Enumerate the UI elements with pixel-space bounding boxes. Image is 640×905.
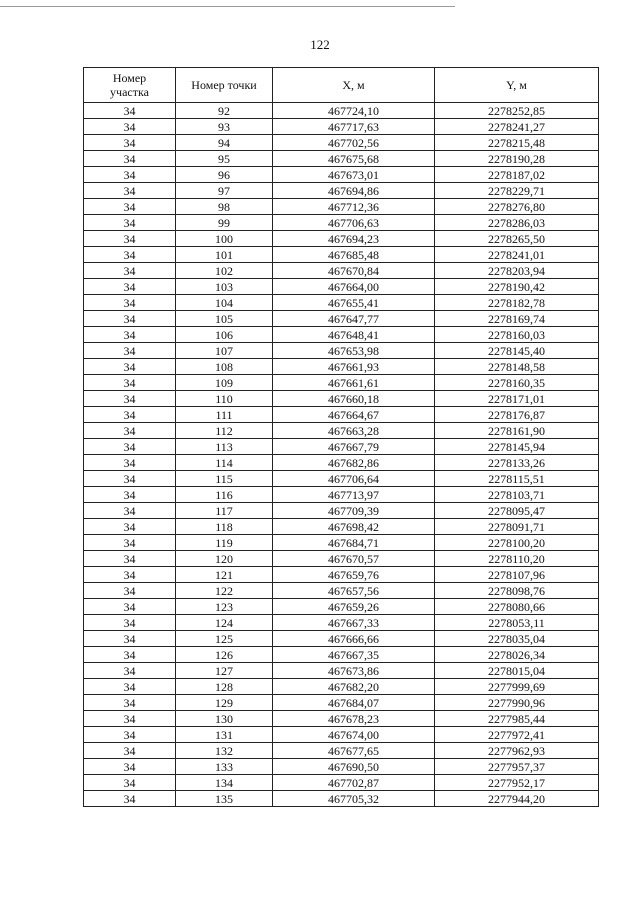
cell-y: 2278176,87	[435, 407, 599, 423]
cell-plot-number: 34	[84, 647, 176, 663]
table-row	[84, 455, 599, 471]
cell-point-number: 125	[176, 631, 273, 647]
cell-y: 2277985,44	[435, 711, 599, 727]
cell-y: 2278015,04	[435, 663, 599, 679]
cell-y: 2277962,93	[435, 743, 599, 759]
cell-plot-number: 34	[84, 215, 176, 231]
table-row	[84, 535, 599, 551]
cell-plot-number: 34	[84, 759, 176, 775]
table-row	[84, 663, 599, 679]
table-row	[84, 343, 599, 359]
table-row	[84, 103, 599, 119]
cell-point-number: 114	[176, 455, 273, 471]
cell-point-number: 110	[176, 391, 273, 407]
cell-plot-number: 34	[84, 327, 176, 343]
table-row	[84, 631, 599, 647]
table-row	[84, 295, 599, 311]
table-row	[84, 391, 599, 407]
cell-y: 2278276,80	[435, 199, 599, 215]
cell-point-number: 135	[176, 791, 273, 807]
cell-plot-number: 34	[84, 263, 176, 279]
cell-y: 2278252,85	[435, 103, 599, 119]
cell-y: 2278169,74	[435, 311, 599, 327]
cell-point-number: 106	[176, 327, 273, 343]
cell-plot-number: 34	[84, 135, 176, 151]
cell-point-number: 126	[176, 647, 273, 663]
table-row	[84, 279, 599, 295]
cell-y: 2278161,90	[435, 423, 599, 439]
cell-x: 467702,56	[273, 135, 435, 151]
cell-x: 467666,66	[273, 631, 435, 647]
cell-y: 2278190,28	[435, 151, 599, 167]
top-rule	[0, 6, 455, 7]
cell-point-number: 124	[176, 615, 273, 631]
cell-y: 2278229,71	[435, 183, 599, 199]
cell-point-number: 123	[176, 599, 273, 615]
cell-point-number: 115	[176, 471, 273, 487]
cell-y: 2278091,71	[435, 519, 599, 535]
cell-y: 2277999,69	[435, 679, 599, 695]
table-row	[84, 407, 599, 423]
cell-y: 2278160,35	[435, 375, 599, 391]
cell-y: 2278265,50	[435, 231, 599, 247]
cell-plot-number: 34	[84, 727, 176, 743]
cell-point-number: 117	[176, 503, 273, 519]
cell-x: 467712,36	[273, 199, 435, 215]
table-row	[84, 727, 599, 743]
cell-plot-number: 34	[84, 791, 176, 807]
cell-x: 467667,79	[273, 439, 435, 455]
table-body	[84, 103, 599, 807]
cell-y: 2278095,47	[435, 503, 599, 519]
cell-y: 2278160,03	[435, 327, 599, 343]
cell-plot-number: 34	[84, 167, 176, 183]
cell-point-number: 100	[176, 231, 273, 247]
cell-x: 467682,86	[273, 455, 435, 471]
table-row	[84, 567, 599, 583]
cell-point-number: 133	[176, 759, 273, 775]
table-row	[84, 679, 599, 695]
cell-plot-number: 34	[84, 247, 176, 263]
header-plot-line1: Номер	[112, 71, 147, 85]
table-row	[84, 327, 599, 343]
cell-plot-number: 34	[84, 311, 176, 327]
cell-point-number: 119	[176, 535, 273, 551]
cell-y: 2278148,58	[435, 359, 599, 375]
cell-x: 467670,84	[273, 263, 435, 279]
cell-x: 467694,23	[273, 231, 435, 247]
table-header	[84, 68, 599, 103]
table-row	[84, 311, 599, 327]
table-row	[84, 199, 599, 215]
cell-point-number: 108	[176, 359, 273, 375]
cell-plot-number: 34	[84, 455, 176, 471]
cell-x: 467717,63	[273, 119, 435, 135]
cell-point-number: 97	[176, 183, 273, 199]
cell-plot-number: 34	[84, 343, 176, 359]
cell-x: 467663,28	[273, 423, 435, 439]
cell-y: 2278171,01	[435, 391, 599, 407]
table-row	[84, 439, 599, 455]
cell-plot-number: 34	[84, 375, 176, 391]
header-row	[84, 68, 599, 103]
cell-x: 467647,77	[273, 311, 435, 327]
cell-plot-number: 34	[84, 199, 176, 215]
table-row	[84, 135, 599, 151]
cell-y: 2278107,96	[435, 567, 599, 583]
cell-y: 2278133,26	[435, 455, 599, 471]
cell-point-number: 131	[176, 727, 273, 743]
table-row	[84, 711, 599, 727]
table-row	[84, 615, 599, 631]
cell-plot-number: 34	[84, 487, 176, 503]
cell-plot-number: 34	[84, 471, 176, 487]
cell-x: 467705,32	[273, 791, 435, 807]
cell-x: 467664,67	[273, 407, 435, 423]
table-row	[84, 359, 599, 375]
cell-x: 467659,26	[273, 599, 435, 615]
table-row	[84, 151, 599, 167]
cell-x: 467673,01	[273, 167, 435, 183]
cell-plot-number: 34	[84, 711, 176, 727]
cell-point-number: 118	[176, 519, 273, 535]
cell-point-number: 93	[176, 119, 273, 135]
cell-point-number: 98	[176, 199, 273, 215]
cell-x: 467660,18	[273, 391, 435, 407]
table-row	[84, 167, 599, 183]
cell-x: 467684,07	[273, 695, 435, 711]
header-plot-number	[84, 68, 176, 103]
cell-plot-number: 34	[84, 695, 176, 711]
cell-x: 467706,63	[273, 215, 435, 231]
table-row	[84, 375, 599, 391]
cell-y: 2278115,51	[435, 471, 599, 487]
cell-x: 467675,68	[273, 151, 435, 167]
cell-point-number: 99	[176, 215, 273, 231]
cell-x: 467674,00	[273, 727, 435, 743]
header-x: X, м	[273, 68, 435, 103]
cell-point-number: 111	[176, 407, 273, 423]
cell-plot-number: 34	[84, 567, 176, 583]
cell-point-number: 128	[176, 679, 273, 695]
cell-point-number: 129	[176, 695, 273, 711]
cell-point-number: 103	[176, 279, 273, 295]
cell-x: 467670,57	[273, 551, 435, 567]
table-row	[84, 599, 599, 615]
cell-x: 467667,35	[273, 647, 435, 663]
cell-point-number: 132	[176, 743, 273, 759]
table-row	[84, 471, 599, 487]
header-point-number: Номер точки	[176, 68, 273, 103]
cell-x: 467657,56	[273, 583, 435, 599]
cell-plot-number: 34	[84, 679, 176, 695]
cell-point-number: 96	[176, 167, 273, 183]
cell-plot-number: 34	[84, 663, 176, 679]
cell-y: 2278053,11	[435, 615, 599, 631]
cell-plot-number: 34	[84, 119, 176, 135]
cell-point-number: 107	[176, 343, 273, 359]
cell-plot-number: 34	[84, 231, 176, 247]
table-row	[84, 775, 599, 791]
cell-y: 2278215,48	[435, 135, 599, 151]
table-row	[84, 119, 599, 135]
cell-x: 467702,87	[273, 775, 435, 791]
table-row	[84, 247, 599, 263]
cell-plot-number: 34	[84, 103, 176, 119]
cell-point-number: 127	[176, 663, 273, 679]
cell-x: 467655,41	[273, 295, 435, 311]
cell-point-number: 130	[176, 711, 273, 727]
cell-plot-number: 34	[84, 519, 176, 535]
table-row	[84, 791, 599, 807]
cell-x: 467664,00	[273, 279, 435, 295]
table-row	[84, 215, 599, 231]
cell-point-number: 109	[176, 375, 273, 391]
table-row	[84, 647, 599, 663]
cell-y: 2278026,34	[435, 647, 599, 663]
table-row	[84, 551, 599, 567]
cell-point-number: 112	[176, 423, 273, 439]
cell-point-number: 134	[176, 775, 273, 791]
cell-x: 467648,41	[273, 327, 435, 343]
table-row	[84, 519, 599, 535]
table-row	[84, 487, 599, 503]
cell-plot-number: 34	[84, 551, 176, 567]
cell-x: 467677,65	[273, 743, 435, 759]
cell-point-number: 113	[176, 439, 273, 455]
cell-plot-number: 34	[84, 599, 176, 615]
cell-point-number: 116	[176, 487, 273, 503]
cell-y: 2278100,20	[435, 535, 599, 551]
table-row	[84, 183, 599, 199]
cell-y: 2278190,42	[435, 279, 599, 295]
cell-y: 2278080,66	[435, 599, 599, 615]
cell-x: 467713,97	[273, 487, 435, 503]
cell-x: 467685,48	[273, 247, 435, 263]
cell-x: 467706,64	[273, 471, 435, 487]
cell-point-number: 104	[176, 295, 273, 311]
cell-plot-number: 34	[84, 631, 176, 647]
cell-plot-number: 34	[84, 151, 176, 167]
header-y: Y, м	[435, 68, 599, 103]
cell-x: 467690,50	[273, 759, 435, 775]
cell-plot-number: 34	[84, 503, 176, 519]
cell-x: 467661,93	[273, 359, 435, 375]
cell-x: 467667,33	[273, 615, 435, 631]
cell-plot-number: 34	[84, 775, 176, 791]
cell-y: 2277957,37	[435, 759, 599, 775]
cell-y: 2277944,20	[435, 791, 599, 807]
cell-plot-number: 34	[84, 183, 176, 199]
cell-y: 2277972,41	[435, 727, 599, 743]
cell-y: 2278241,01	[435, 247, 599, 263]
cell-y: 2278187,02	[435, 167, 599, 183]
cell-x: 467694,86	[273, 183, 435, 199]
cell-y: 2278182,78	[435, 295, 599, 311]
cell-y: 2278110,20	[435, 551, 599, 567]
cell-y: 2278035,04	[435, 631, 599, 647]
cell-plot-number: 34	[84, 279, 176, 295]
cell-plot-number: 34	[84, 615, 176, 631]
cell-y: 2278145,40	[435, 343, 599, 359]
cell-point-number: 121	[176, 567, 273, 583]
cell-y: 2278203,94	[435, 263, 599, 279]
cell-y: 2278145,94	[435, 439, 599, 455]
page-number: 122	[310, 37, 330, 52]
cell-point-number: 101	[176, 247, 273, 263]
coordinates-table	[83, 67, 599, 807]
table-row	[84, 503, 599, 519]
cell-y: 2277952,17	[435, 775, 599, 791]
cell-plot-number: 34	[84, 407, 176, 423]
cell-x: 467653,98	[273, 343, 435, 359]
cell-x: 467698,42	[273, 519, 435, 535]
cell-x: 467678,23	[273, 711, 435, 727]
cell-point-number: 122	[176, 583, 273, 599]
cell-y: 2277990,96	[435, 695, 599, 711]
cell-plot-number: 34	[84, 743, 176, 759]
cell-point-number: 92	[176, 103, 273, 119]
cell-point-number: 94	[176, 135, 273, 151]
cell-point-number: 105	[176, 311, 273, 327]
cell-plot-number: 34	[84, 423, 176, 439]
table-row	[84, 695, 599, 711]
cell-y: 2278098,76	[435, 583, 599, 599]
cell-y: 2278286,03	[435, 215, 599, 231]
header-plot-line2: участка	[110, 85, 149, 99]
cell-x: 467709,39	[273, 503, 435, 519]
table-row	[84, 583, 599, 599]
cell-plot-number: 34	[84, 535, 176, 551]
table-row	[84, 423, 599, 439]
cell-plot-number: 34	[84, 583, 176, 599]
table-row	[84, 743, 599, 759]
cell-y: 2278103,71	[435, 487, 599, 503]
cell-x: 467684,71	[273, 535, 435, 551]
cell-y: 2278241,27	[435, 119, 599, 135]
cell-plot-number: 34	[84, 359, 176, 375]
cell-x: 467682,20	[273, 679, 435, 695]
cell-x: 467659,76	[273, 567, 435, 583]
cell-x: 467661,61	[273, 375, 435, 391]
table-row	[84, 231, 599, 247]
table-row	[84, 759, 599, 775]
cell-x: 467673,86	[273, 663, 435, 679]
cell-point-number: 120	[176, 551, 273, 567]
cell-plot-number: 34	[84, 295, 176, 311]
cell-point-number: 95	[176, 151, 273, 167]
cell-plot-number: 34	[84, 439, 176, 455]
cell-x: 467724,10	[273, 103, 435, 119]
cell-point-number: 102	[176, 263, 273, 279]
table-row	[84, 263, 599, 279]
cell-plot-number: 34	[84, 391, 176, 407]
